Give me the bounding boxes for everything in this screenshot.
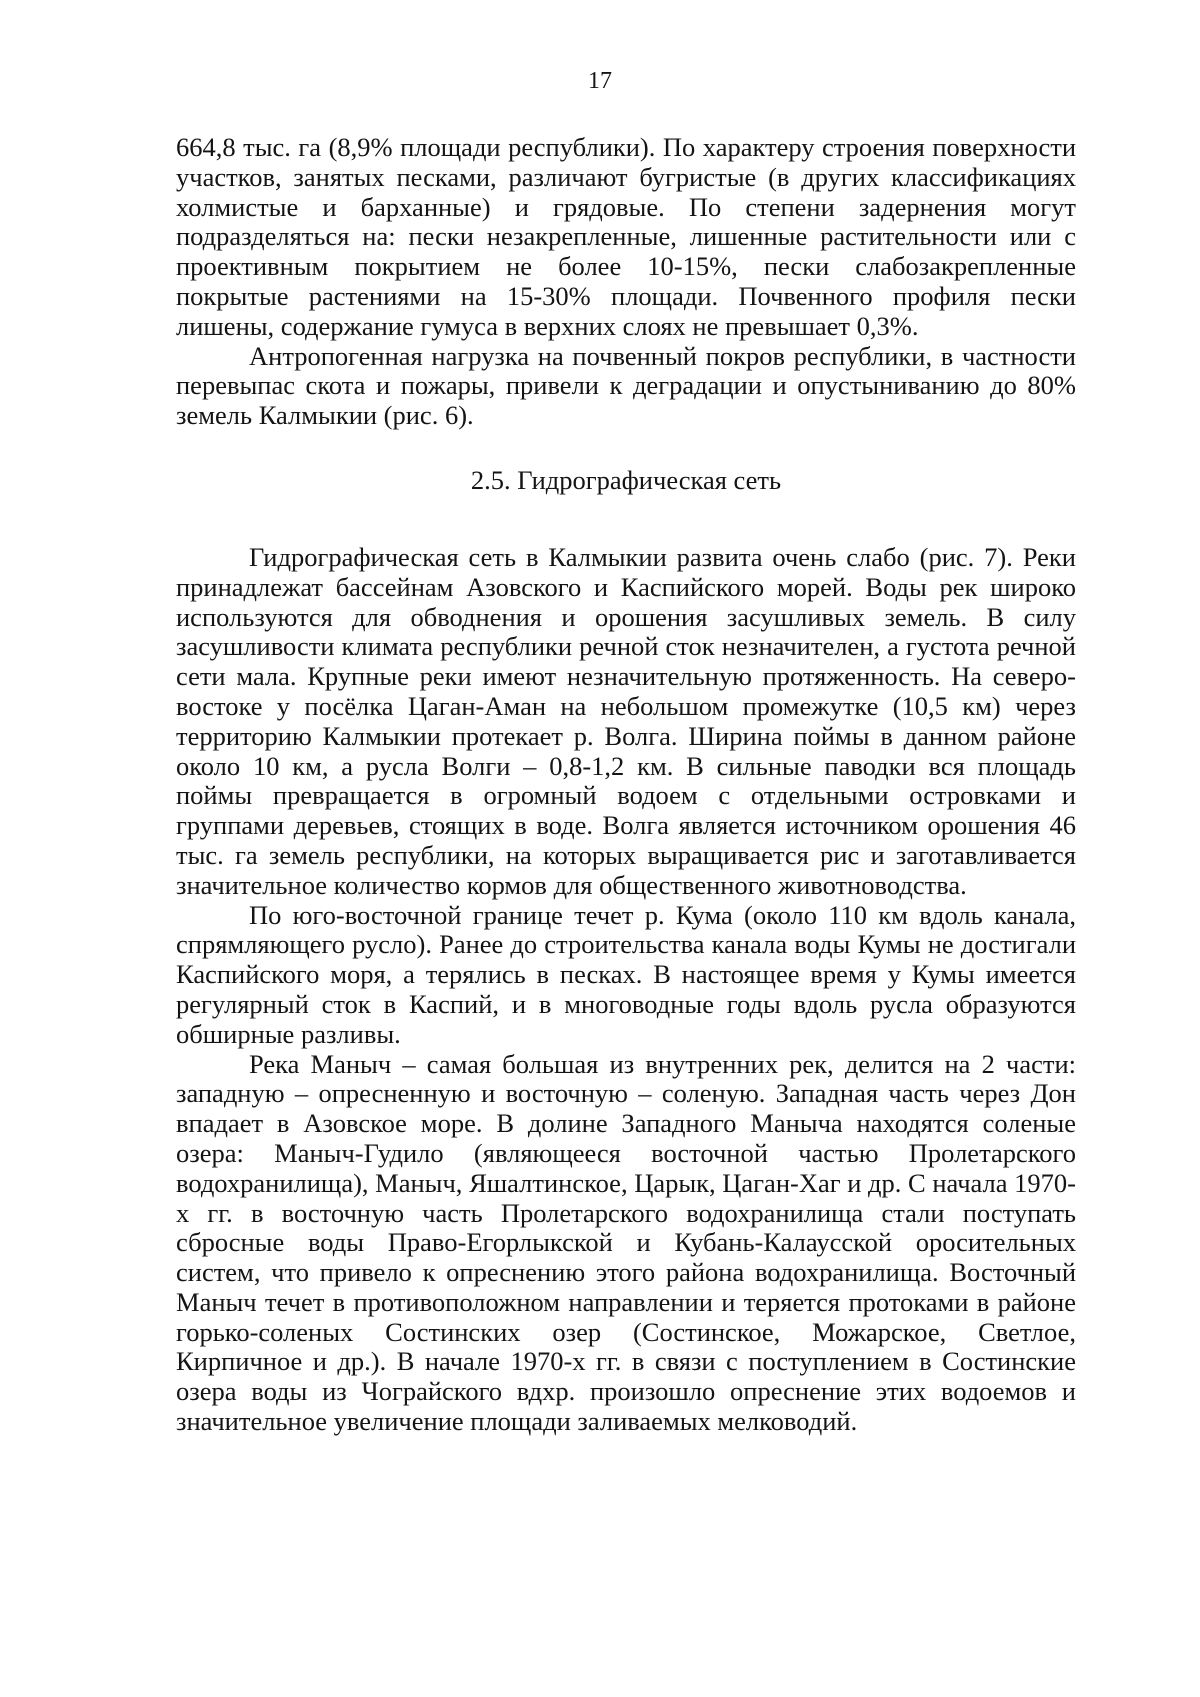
body-paragraph-kuma: По юго-восточной границе течет р. Кума (около 110 км вдоль канала, спрямляющего русло). Ранее до строительства канала воды Кумы не достигали Каспийского моря, а терялись в песках. В настоящее время у Кумы имеется регулярный сток в Каспий, и в многоводные годы вдоль русла образуются обширные разливы. bbox=[176, 899, 1076, 1049]
body-paragraph-hydro-network: Гидрографическая сеть в Калмыкии развита очень слабо (рис. 7). Реки принадлежат бассейнам Азовского и Каспийского морей. Воды рек широко используются для обводнения и орошения засушливых земель. В силу засушливости климата республики речной сток незначителен, а густота речной сети мала. Крупные реки имеют незначительную протяженность. На северовостоке у посёлка Цаган-Аман на небольшом промежутке (10,5 км) через территорию Калмыкии протекает р. Волга. Ширина поймы в данном районе около 10 км, а русла Волги – 0,8-1,2 км. В сильные паводки вся площадь поймы превращается в огромный водоем с отдельными островками и группами деревьев, стоящих в воде. Волга является источником орошения 46 тыс. га земель республики, на которых выращивается рис и заготавливается значительное количество кормов для общественного животноводства. bbox=[176, 541, 1076, 900]
page-number: 17 bbox=[588, 68, 612, 94]
body-paragraph-manych: Река Маныч – самая большая из внутренних рек, делится на 2 части: западную – опресненную и восточную – соленую. Западная часть через Дон впадает в Азовское море. В долине Западного Маныча находятся соленые озера: Маныч-Гудило (являющееся восточной частью Пролетарского водохранилища), Маныч, Яшалтинское, Царык, Цаган-Хаг и др. С начала 1970х гг. в восточную часть Пролетарского водохранилища стали поступать сбросные воды Право-Егорлыкской и Кубань-Калаусской оросительных систем, что привело к опреснению этого района водохранилища. Восточный Маныч течет в противоположном направлении и теряется протоками в районе горько-соленых Состинских озер (Состинское, Можарское, Светлое, Кирпичное и др.). В начале 1970-х гг. в связи с поступлением в Состинские озера воды из Чограйского вдхр. произошло опреснение этих водоемов и значительное увеличение площади заливаемых мелководий. bbox=[176, 1048, 1076, 1437]
body-paragraph-anthropogenic: Антропогенная нагрузка на почвенный покров республики, в частности перевыпас скота и пожары, привели к деградации и опустыниванию до 80% земель Калмыкии (рис. 6). bbox=[176, 340, 1076, 431]
section-heading: 2.5. Гидрографическая сеть bbox=[470, 464, 782, 495]
page-body bbox=[176, 133, 1076, 1437]
body-paragraph-sands: 664,8 тыс. га (8,9% площади республики). По характеру строения поверхности участков, занятых песками, различают бугристые (в других классификациях холмистые и барханные) и грядовые. По степени задернения могут подразделяться на: пески незакрепленные, лишенные растительности или с проективным покрытием не более 10-15%, пески слабозакрепленные покрытые растениями на 15-30% площади. Почвенного профиля пески лишены, содержание гумуса в верхних слоях не превышает 0,3%. bbox=[176, 132, 1076, 341]
